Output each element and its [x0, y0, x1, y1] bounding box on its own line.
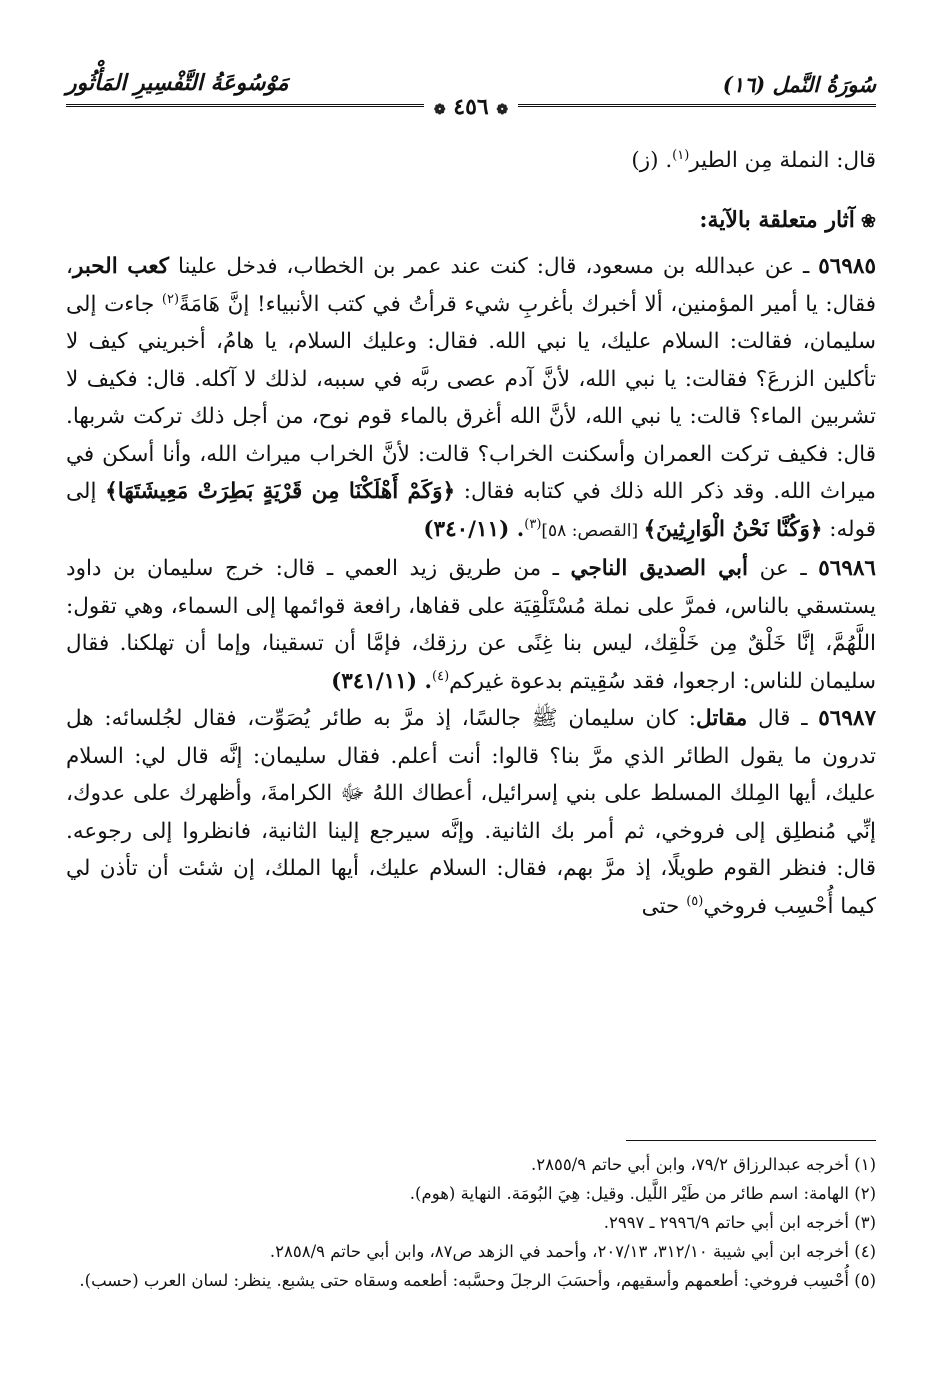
quran-verse: ﴿وَكُنَّا نَحْنُ الْوَارِثِينَ﴾ [643, 516, 823, 542]
narration-number: ٥٦٩٨٦ [818, 556, 876, 581]
footnote: (٣) أخرجه ابن أبي حاتم ٢٩٩٦/٩ ـ ٢٩٩٧. [603, 1213, 876, 1232]
footnote-ref: (١) [672, 147, 690, 163]
footnote-ref: (٢) [161, 291, 180, 307]
main-text [66, 142, 876, 925]
section-title: ❀آثار متعلقة بالآية: [699, 206, 876, 233]
footnote-separator [626, 1140, 876, 1141]
footnote: (٥) أُحْسِب فروخي: أطعمهم وأسقيهم، وأحسَبَ الرجلَ وحسَّبه: أطعمه وسقاه حتى يشبع. ينظر: لسان العرب (حسب). [79, 1271, 876, 1290]
quran-verse: ﴿وَكَمْ أَهْلَكْنَا مِن قَرْيَةٍ بَطِرَتْ مَعِيشَتَهَا﴾ [105, 479, 456, 504]
ornament-icon: ❁ [496, 102, 509, 118]
narrator-name: مقاتل [696, 706, 748, 731]
narration-56985: ٥٦٩٨٥ ـ عن عبدالله بن مسعود، قال: كنت عند عمر بن الخطاب، فدخل علينا كعب الحبر، فقال: يا أمير المؤمنين، ألا أخبرك بأغربِ شيء قرأتُ في كتب الأنبياء! إنَّ هَامَةً$^{(٢)}$ جاءت إلى سليمان، فقالت: السلام عليك، يا نبي الله. فقال: وعليك السلام، يا هامُ، أخبريني كيف لا تأكلين الزرعَ؟ فقالت: يا نبي الله، لأنَّ آدم عصى ربَّه في سببه، لذلك لا آكله. قال: فكيف لا تشربين الماء؟ قالت: يا نبي الله، لأنَّ الله أغرق بالماء قوم نوح، من أجل ذلك تركت شربها. قال: فكيف تركت العمران وأسكنت الخراب؟ قالت: لأنَّ الخراب ميراث الله، وأنا أسكن في ميراث الله. وقد ذكر الله ذلك في كتابه فقال: ﴿وَكَمْ أَهْلَكْنَا مِن قَرْيَةٍ بَطِرَتْ مَعِيشَتَهَا﴾ إلى قوله: ﴿وَكُنَّا نَحْنُ الْوَارِثِينَ﴾ [القصص: ٥٨]$^{(٣)}$. (٣٤٠/١١) [66, 254, 877, 542]
footnote-ref: (٤) [432, 668, 450, 684]
narrator-name: كعب الحبر [72, 254, 170, 279]
ornament-icon: ❁ [433, 102, 446, 118]
book-page [66, 60, 876, 1370]
footnote-ref: (٣) [524, 516, 542, 532]
narration-56987: ٥٦٩٨٧ ـ قال مقاتل: كان سليمان ﷺ جالسًا، إذ مرَّ به طائر يُصَوِّت، فقال لجُلسائه: هل تدرون ما يقول الطائر الذي مرَّ بنا؟ قالوا: أنت أعلم. فقال سليمان: إنَّه قال لي: السلام عليك، أيها المِلك المسلط على بني إسرائيل، أعطاك اللهُ ﷻ الكرامةَ، وأظهرك على عدوك، إنِّي مُنطلِق إلى فروخي، ثم أمر بك الثانية. وإنَّه سيرجع إلينا الثانية، فانظروا إلى رجوعه. قال: فنظر القوم طويلًا، إذ مرَّ بهم، فقال: السلام عليك، أيها الملك، إن شئت أن تأذن لي كيما أُحْسِب فروخي$^{(٥)}$ حتى [66, 706, 876, 919]
book-title: مَوْسُوعَةُ التَّفْسِيرِ المَأْثُور [66, 70, 289, 96]
narrator-name: أبي الصديق الناجي [570, 556, 749, 581]
footnote-ref: (٥) [686, 893, 704, 909]
page-number-block [66, 94, 876, 120]
flower-ornament-icon: ❀ [860, 210, 876, 232]
page-number: ٤٥٦ [453, 94, 489, 120]
footnote: (٤) أخرجه ابن أبي شيبة ٣١٢/١٠، ٢٠٧/١٣، وأحمد في الزهد ص٨٧، وابن أبي حاتم ٢٨٥٨/٩. [269, 1242, 876, 1261]
footnote: (٢) الهامة: اسم طائر من طَيْر اللَّيل. وقيل: هِيَ البُومَة. النهاية (هوم). [409, 1184, 876, 1203]
narration-number: ٥٦٩٨٥ [818, 254, 876, 279]
footnote: (١) أخرجه عبدالرزاق ٧٩/٢، وابن أبي حاتم ٢٨٥٥/٩. [530, 1155, 876, 1174]
footnotes [66, 1150, 876, 1295]
intro-line: قال: النملة مِن الطير$^{(١)}$. (ز) [631, 147, 876, 173]
narration-number: ٥٦٩٨٧ [818, 706, 876, 731]
surah-title: سُورَةُ النَّمل (١٦) [722, 72, 876, 97]
verse-reference: [القصص: ٥٨] [541, 520, 644, 541]
narration-56986: ٥٦٩٨٦ ـ عن أبي الصديق الناجي ـ من طريق زيد العمي ـ قال: خرج سليمان بن داود يستسقي بالناس، فمرَّ على نملة مُسْتَلْقِيَة على قفاها، رافعة قوائمها إلى السماء، وهي تقول: اللَّهُمَّ، إنَّا خَلْقٌ مِن خَلْقِك، ليس بنا غِنًى عن رزقك، فإمَّا أن تسقينا، وإما أن تهلكنا. فقال سليمان للناس: ارجعوا، فقد سُقِيتم بدعوة غيركم$^{(٤)}$. (٣٤١/١١) [66, 556, 876, 694]
